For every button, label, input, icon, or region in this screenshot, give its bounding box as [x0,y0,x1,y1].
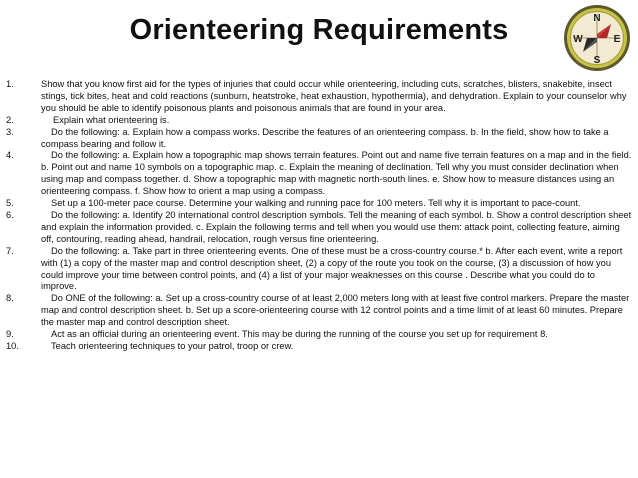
list-item-number: 8. [6,293,14,304]
page-title: Orienteering Requirements [129,14,509,46]
compass-badge-icon [563,4,631,72]
list-item-text: Do the following: a. Explain how a compass works. Describe the features of an orienteering compass. b. In the field, show how to take a compass bearing and follow it. [41,126,609,149]
list-item [6,198,632,210]
list-item-text: Do the following: a. Take part in three orienteering events. One of these must be a cross-country course.* b. After each event, write a report with (1) a copy of the master map and control description sheet, (2) a copy of the route you took on the course, (3) a discussion of how you could improve your time between control points, and (4) a list of your major weaknesses on this course . Describe what you could do to improve. [41,245,623,292]
list-item-text: Do the following: a. Identify 20 international control description symbols. Tell the meaning of each symbol. b. Show a control description sheet and explain the information provided. c. Explain the following terms and tell when you would use them: attack point, collecting feature, aiming off, contouring, reading ahead, handrail, relocation, rough versus fine orienteering. [41,209,632,244]
list-item-number: 2. [6,114,14,125]
list-item-number: 1. [6,79,14,89]
list-item-number: 6. [6,209,14,220]
list-item-text: Explain what orienteering is. [53,114,170,125]
list-item [6,293,632,329]
list-item-number: 4. [6,150,14,161]
badge-letter-e: E [613,34,621,45]
list-item-text: Do ONE of the following: a. Set up a cross-country course of at least 2,000 meters long with at least five control markers. Prepare the master map and control description sheet. b. Set up a score-orienteering course with 12 control points and a time limit of at least 60 minutes. Prepare the master map and control description sheet. [41,293,630,328]
list-item [6,127,632,151]
badge-letter-n: N [593,13,601,24]
list-item [6,115,632,127]
list-item-text: Act as an official during an orienteering event. This may be during the running of the course you set up for requirement 8. [51,329,548,340]
list-item-number: 5. [6,198,14,209]
list-item [6,329,632,341]
list-item [6,210,632,246]
list-item [6,246,632,294]
list-item [6,79,632,115]
list-item-number: 10. [6,340,19,351]
badge-letter-w: W [573,34,583,45]
list-item-number: 9. [6,329,14,340]
requirements-list [6,79,632,353]
list-item [6,341,632,353]
list-item-text: Show that you know first aid for the types of injuries that could occur while orienteering, including cuts, scratches, blisters, snakebite, insect stings, tick bites, heat and cold reactions (sunburn, heatstroke, heat exhaustion, hypothermia), and dehydration. Explain to your counselor why you should be able to identify poisonous plants and poisonous animals that are found in your area. [41,79,627,113]
list-item-number: 3. [6,126,14,137]
list-item [6,150,632,198]
list-item-text: Do the following: a. Explain how a topographic map shows terrain features. Point out and name five terrain features on a map and in the field. b. Point out and name 10 symbols on a topographic map. c. Explain the meaning of declination. Tell why you must consider declination when using map and compass together. d. Show a topographic map with magnetic north-south lines. e. Show how to measure distances using an orienteering compass. f. Show how to orient a map using a compass. [41,150,632,197]
badge-letter-s: S [593,55,601,66]
list-item-text: Teach orienteering techniques to your patrol, troop or crew. [51,340,294,351]
list-item-number: 7. [6,245,14,256]
list-item-text: Set up a 100-meter pace course. Determine your walking and running pace for 100 meters. Tell why it is important to pace-count. [51,198,581,209]
